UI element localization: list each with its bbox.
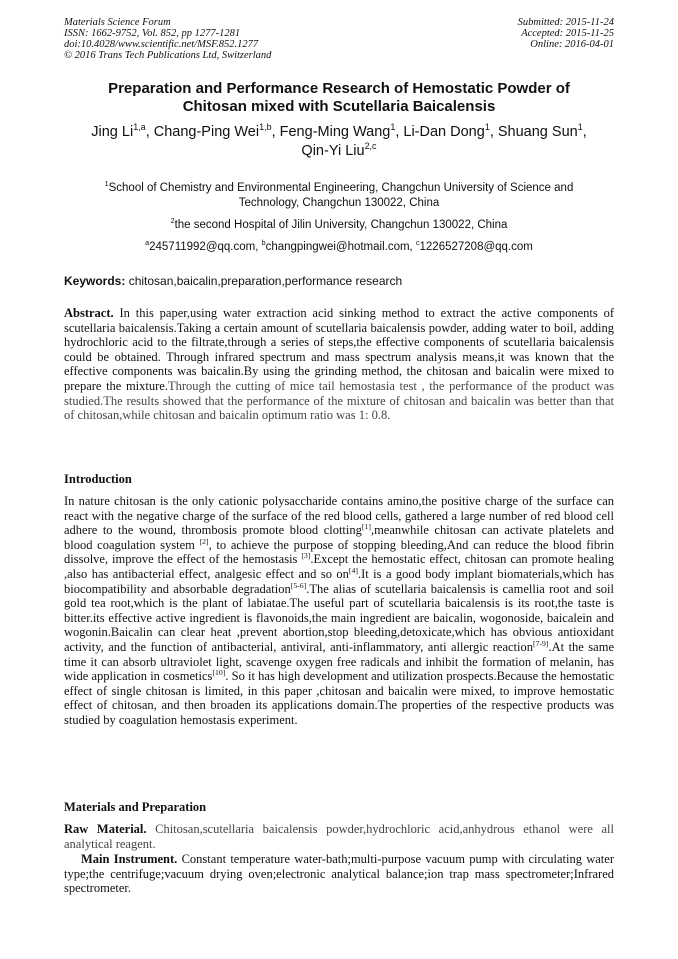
intro-text: . So it has high development and utilization prospects.Because the hemostatic effect of single chitosan is limited, in this paper ,chitosan and baicalin were mixed, to improve hemostatic effect of chitosan, and then broaden its applications domain.The properties of the respective products was studied by coagulation hemostasis experiment. [64, 669, 614, 727]
intro-text: .It is a good body implant biomaterials,which has biocompatibility and absorbable degradation [64, 566, 614, 596]
copyright-line: © 2016 Trans Tech Publications Ltd, Switzerland [64, 50, 272, 61]
affiliation-text: the second Hospital of Jilin University, Changchun 130022, China [174, 219, 508, 231]
journal-header [64, 17, 271, 61]
affiliation-mark: 2 [170, 217, 175, 226]
title-line-1: Preparation and Performance Research of Hemostatic Powder of [108, 80, 570, 97]
doi-line: doi:10.4028/www.scientific.net/MSF.852.1277 [64, 39, 259, 50]
keywords-label: Keywords: [64, 274, 126, 288]
author-list: Jing Li$^{1,a}$, Chang-Ping Wei$^{1,b}$, Feng-Ming Wang$^1$, Li-Dan Dong$^1$, Shuang Sun$^1$, Qin-Yi Liu$^{2,c}$ [91, 122, 587, 159]
issn-line: ISSN: 1662-9752, Vol. 852, pp 1277-1281 [64, 28, 241, 39]
author-name: Jing Li [91, 124, 134, 140]
abstract-label: Abstract. [64, 306, 114, 320]
citation: [4] [348, 565, 358, 575]
email-mark: c [415, 239, 420, 248]
email-address: changpingwei@hotmail.com, [265, 241, 416, 253]
email-mark: a [145, 239, 150, 248]
email-address: 1226527208@qq.com [419, 241, 533, 253]
citation: [5-6] [290, 580, 307, 590]
citation: [10] [212, 667, 226, 677]
keywords-text: chitosan,baicalin,preparation,performance research [125, 274, 403, 288]
abstract-text: In this paper,using water extraction acid sinking method to extract the active components of scutellaria baicalensis.Taking a certain amount of scutellaria baicalensis powder, adding water to boil, adding hydrochloric acid to the filtrate,through a series of steps,the effective components of scutellaria baicalensis could be obtained. Through infrared spectrum and mass spectrum analysis means,it was known that the effective components was baicalin.By using the grinding method, the chitosan and baicalin were mixed to prepare the mixture. [64, 306, 614, 393]
title-line-2: Chitosan mixed with Scutellaria Baicalensis [182, 98, 496, 115]
intro-text: .Except the hemostatic effect, chitosan can promote healing ,also has antibacterial effect, analgesic effect and so on [64, 552, 614, 581]
intro-text: .The alias of scutellaria baicalensis is camellia root and soil gold tea root,which is the plant of labiatae.The useful part of scutellaria baicalensis is its root,the taste is bitter.its effective active ingredient is flavonoids,the main ingredient are baicalin, wogonoside, baicalein and wogonin.Baicalin can clear heat ,prevent abortion,stop bleeding,detoxicate,which has obvious antioxidant activity, and the function of antibacterial, antiviral, anti-inflammatory, anti allergic reaction [64, 581, 614, 654]
keywords [64, 274, 402, 288]
author-affiliation-mark: 1 [577, 122, 583, 133]
intro-text: ,meanwhile chitosan can activate platelets and blood coagulation system [64, 523, 614, 552]
author-name: Chang-Ping Wei [153, 124, 260, 140]
introduction-heading: Introduction [64, 472, 132, 486]
author-affiliation-mark: 1 [390, 122, 396, 133]
intro-text: In nature chitosan is the only cationic polysaccharide contains amino,the positive charge of the surface can react with the negative charge of the surface of the red blood cells, gathered a large number of red blood cell adhere to the wound, thrombosis promote blood clotting [64, 494, 614, 538]
affiliation-1 [64, 181, 614, 210]
dates-header [518, 17, 614, 50]
affiliation-text: School of Chemistry and Environmental Engineering, Changchun University of Science and [108, 182, 574, 194]
abstract [64, 306, 614, 423]
author-affiliation-mark: 1 [484, 122, 490, 133]
raw-material-label: Raw Material. [64, 822, 147, 836]
intro-text: .At the same time it can absorb ultraviolet light, scavenge oxygen free radicals and inhibit the formation of melanin, has wide application in cosmetics [64, 639, 614, 684]
introduction-paragraph [64, 494, 614, 728]
email-address: 245711992@qq.com, [149, 241, 262, 253]
instrument-text: Constant temperature water-bath;multi-purpose vacuum pump with circulating water type;the centrifuge;vacuum drying oven;electronic analytical balance;ion trap mass spectrometer;Infrared spectrometer. [64, 852, 614, 896]
affiliation-mark: 1 [104, 180, 109, 189]
author-name: Li-Dan Dong [403, 124, 485, 140]
author-affiliation-mark: 1,b [259, 122, 272, 133]
citation: [1] [361, 522, 371, 532]
instrument-paragraph [64, 852, 614, 896]
abstract-text-continued: Through the cutting of mice tail hemostasia test , the performance of the product was studied.The results showed that the performance of the mixture of chitosan and baicalin was better than that of chitosan,while chitosan and baicalin optimum ratio was 1: 0.8. [64, 378, 614, 423]
author-affiliation-mark: 2,c [364, 141, 377, 152]
submitted-date: Submitted: 2015-11-24 [517, 17, 614, 28]
author-name: Qin-Yi Liu [301, 143, 365, 159]
citation: [2] [199, 536, 209, 546]
raw-material-paragraph [64, 822, 614, 851]
raw-material-text: Chitosan,scutellaria baicalensis powder,hydrochloric acid,anhydrous ethanol were all analytical reagent. [64, 822, 615, 851]
accepted-date: Accepted: 2015-11-25 [521, 28, 614, 39]
citation: [7-9] [532, 638, 549, 648]
author-name: Shuang Sun [497, 124, 578, 140]
citation: [3] [301, 551, 311, 561]
instrument-label: Main Instrument. [81, 852, 178, 866]
email-list [64, 240, 614, 255]
paper-title [40, 80, 638, 116]
journal-name: Materials Science Forum [64, 17, 171, 28]
author-affiliation-mark: 1,a [133, 122, 146, 133]
email-mark: b [261, 239, 266, 248]
author-name: Feng-Ming Wang [279, 124, 391, 140]
affiliation-text: Technology, Changchun 130022, China [238, 196, 440, 209]
online-date: Online: 2016-04-01 [530, 39, 614, 50]
intro-text: , to achieve the purpose of stopping bleeding,And can reduce the blood fibrin dissolve, improve the effect of the hemostasis [64, 537, 614, 567]
materials-heading: Materials and Preparation [64, 800, 207, 814]
affiliation-2 [64, 218, 614, 233]
